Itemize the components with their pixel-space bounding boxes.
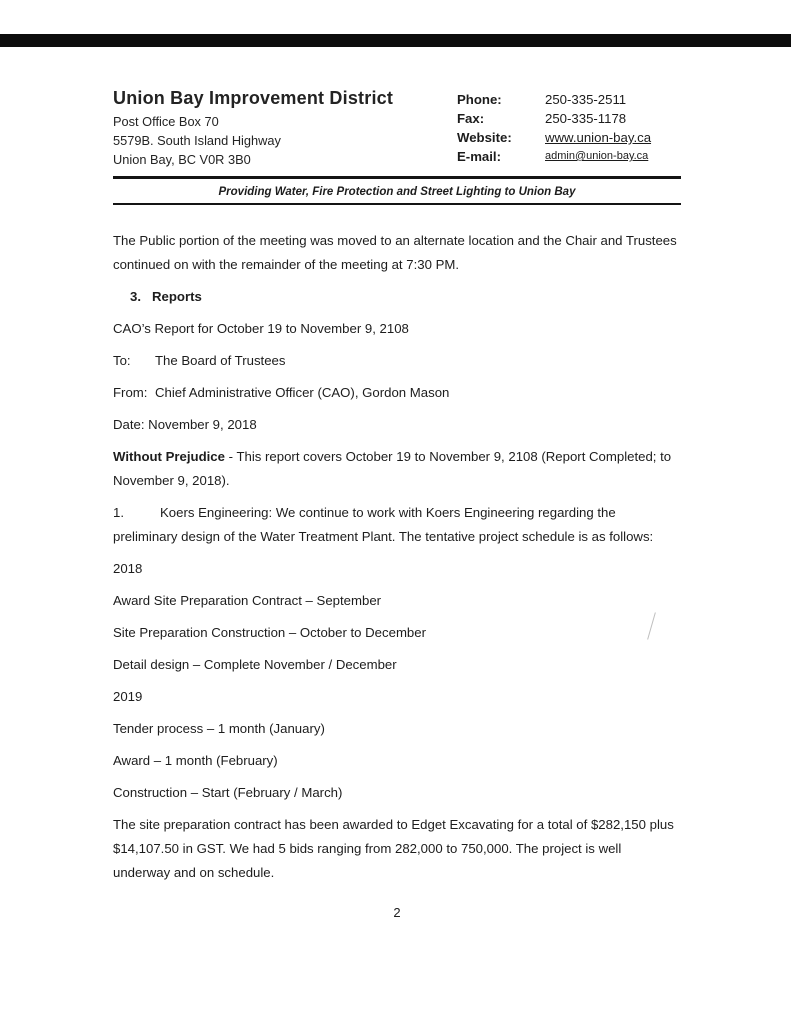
from-label: From: [113, 385, 148, 400]
address-line-3: Union Bay, BC V0R 3B0 [113, 152, 251, 167]
page-footer [113, 905, 681, 920]
letterhead-address-block [113, 88, 457, 169]
address-line-1: Post Office Box 70 [113, 114, 219, 129]
schedule-line: Award Site Preparation Contract – September [113, 593, 382, 608]
section-heading [130, 285, 681, 309]
fax-label: Fax: [457, 111, 485, 126]
without-prejudice-label: Without Prejudice [113, 449, 225, 464]
website-label: Website: [457, 130, 512, 145]
section-title: Reports [152, 289, 202, 304]
email-label: E-mail: [457, 149, 501, 164]
letterhead-contact-block [457, 88, 681, 166]
website-row [457, 128, 681, 147]
to-label: To: [113, 353, 131, 368]
without-prejudice-text: - This report covers October 19 to November 9, 2108 (Report Completed; to November 9, 2018). [113, 449, 672, 488]
item-1-paragraph [113, 501, 681, 549]
schedule-line-year-2018: 2018 [113, 561, 143, 576]
fax-value: 250-335-1178 [545, 111, 627, 126]
item-1-text: Koers Engineering: We continue to work with Koers Engineering regarding the preliminary design of the Water Treatment Plant. The tentative project schedule is as follows: [113, 505, 654, 544]
to-line [113, 349, 681, 373]
schedule-line: Construction – Start (February / March) [113, 785, 343, 800]
schedule-line: Site Preparation Construction – October to December [113, 625, 426, 640]
from-line [113, 381, 681, 405]
phone-row [457, 90, 681, 109]
date-line: Date: November 9, 2018 [113, 417, 257, 432]
org-name: Union Bay Improvement District [113, 88, 394, 108]
website-link[interactable]: www.union-bay.ca [545, 130, 652, 145]
schedule-line: Award – 1 month (February) [113, 753, 278, 768]
item-1-number: 1. [113, 505, 124, 520]
schedule-line: Detail design – Complete November / December [113, 657, 397, 672]
divider-bottom [113, 203, 681, 205]
letterhead [113, 88, 681, 169]
tagline: Providing Water, Fire Protection and Street Lighting to Union Bay [218, 186, 576, 198]
to-value: The Board of Trustees [155, 353, 286, 368]
without-prejudice-paragraph [113, 445, 681, 493]
address-line-2: 5579B. South Island Highway [113, 133, 281, 148]
divider-top [113, 176, 681, 179]
intro-paragraph: The Public portion of the meeting was moved to an alternate location and the Chair and Trustees continued on with the remainder of the meeting at 7:30 PM. [113, 233, 677, 272]
from-value: Chief Administrative Officer (CAO), Gordon Mason [155, 385, 450, 400]
page-number: 2 [393, 905, 401, 920]
email-row [457, 147, 681, 166]
closing-paragraph: The site preparation contract has been awarded to Edget Excavating for a total of $282,150 plus $14,107.50 in GST. We had 5 bids ranging from 282,000 to 750,000. The project is well underway and on schedule. [113, 817, 674, 880]
phone-value: 250-335-2511 [545, 92, 627, 107]
section-number: 3. [130, 289, 141, 304]
document-body [113, 229, 681, 885]
schedule-line-year-2019: 2019 [113, 689, 143, 704]
report-title-line: CAO’s Report for October 19 to November 9, 2108 [113, 321, 409, 336]
schedule-line: Tender process – 1 month (January) [113, 721, 325, 736]
phone-label: Phone: [457, 92, 502, 107]
fax-row [457, 109, 681, 128]
email-link[interactable]: admin@union-bay.ca [545, 150, 649, 162]
